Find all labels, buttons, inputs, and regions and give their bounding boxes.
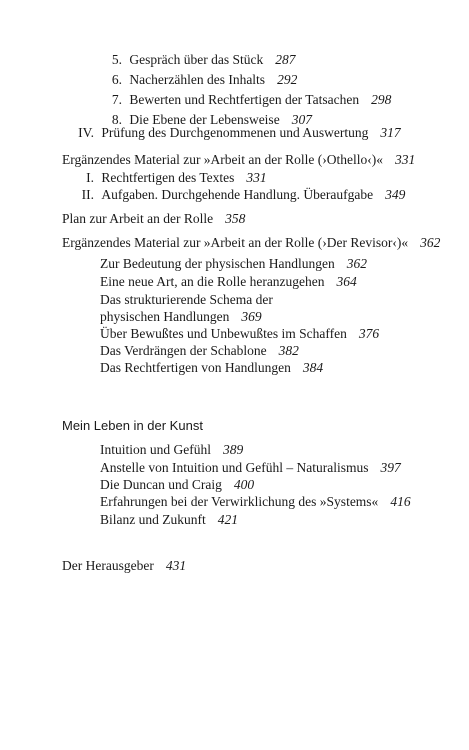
toc-entry-page: 382: [278, 343, 299, 358]
toc-entry-number: 6.: [111, 72, 122, 87]
toc-entry: [62, 234, 440, 252]
toc-entry-page: 389: [223, 442, 244, 457]
toc-entry: [100, 359, 323, 377]
toc-entry-page: 307: [291, 112, 312, 127]
toc-entry-title: Ergänzendes Material zur »Arbeit an der Rolle (›Othello‹)«: [62, 152, 384, 167]
toc-entry-page: 421: [217, 512, 238, 527]
toc-entry-page: 384: [302, 360, 324, 375]
toc-entry-title: Gespräch über das Stück: [129, 52, 264, 67]
toc-entry-page: 397: [380, 460, 401, 475]
toc-entry-page: 349: [385, 187, 406, 202]
toc-entry-number: IV.: [78, 125, 94, 140]
toc-entry: [100, 308, 262, 326]
toc-entry-title: Über Bewußtes und Unbewußtes im Schaffen: [100, 326, 347, 341]
toc-entry-page: 431: [165, 558, 187, 573]
toc-entry: [100, 511, 238, 529]
toc-entry-page: 292: [277, 72, 298, 87]
toc-entry-number: II.: [81, 187, 94, 202]
toc-entry-title: Die Duncan und Craig: [100, 477, 222, 492]
toc-entry-title: Die Ebene der Lebensweise: [129, 112, 280, 127]
toc-entry-page: 416: [390, 494, 411, 509]
toc-entry-title: Ergänzendes Material zur »Arbeit an der Rolle (›Der Revisor‹)«: [62, 235, 409, 250]
toc-entry-title: Anstelle von Intuition und Gefühl – Naturalismus: [100, 460, 369, 475]
toc-entry-title: Das Verdrängen der Schablone: [100, 343, 267, 358]
toc-entry-title: Bewerten und Rechtfertigen der Tatsachen: [129, 92, 360, 107]
toc-entry: [62, 210, 245, 228]
toc-entry-number: I.: [86, 170, 94, 185]
toc-entry-title: Aufgaben. Durchgehende Handlung. Überaufgabe: [101, 187, 374, 202]
toc-entry-page: 376: [358, 326, 380, 341]
toc-entry-page: 358: [225, 211, 246, 226]
toc-entry-number: 5.: [111, 52, 122, 67]
toc-entry-title: Das Rechtfertigen von Handlungen: [100, 360, 291, 375]
toc-entry: [100, 91, 391, 109]
toc-entry: [100, 459, 401, 477]
toc-entry-page: 362: [346, 256, 367, 271]
toc-entry-page: 298: [371, 92, 392, 107]
toc-entry-title: Zur Bedeutung der physischen Handlungen: [100, 256, 335, 271]
toc-entry-title: Nacherzählen des Inhalts: [129, 72, 266, 87]
toc-entry-title: Erfahrungen bei der Verwirklichung des »Systems«: [100, 494, 379, 509]
toc-entry-page: 364: [336, 274, 357, 289]
toc-entry-title: Das strukturierende Schema der: [100, 292, 273, 307]
section-heading: Mein Leben in der Kunst: [62, 418, 203, 433]
toc-entry-page: 400: [233, 477, 255, 492]
toc-entry: [62, 151, 415, 169]
toc-entry-page: 287: [275, 52, 296, 67]
toc-entry-title: Bilanz und Zukunft: [100, 512, 206, 527]
toc-entry-number: 8.: [111, 112, 122, 127]
toc-entry-page: 362: [420, 235, 441, 250]
toc-entry: [100, 476, 254, 494]
toc-entry-page: 331: [246, 170, 267, 185]
toc-entry-page: 369: [241, 309, 262, 324]
toc-entry-page: 317: [380, 125, 401, 140]
toc-entry: [76, 124, 401, 142]
toc-entry: [62, 557, 186, 575]
toc-entry: [100, 255, 367, 273]
toc-entry-title: Intuition und Gefühl: [100, 442, 211, 457]
toc-entry-title: Prüfung des Durchgenommenen und Auswertung: [101, 125, 369, 140]
toc-entry-title: Rechtfertigen des Textes: [101, 170, 235, 185]
toc-entry: [100, 493, 411, 511]
toc-entry-page: 331: [395, 152, 416, 167]
toc-entry-title: Eine neue Art, an die Rolle heranzugehen: [100, 274, 325, 289]
toc-entry: [100, 51, 295, 69]
toc-entry: [100, 273, 357, 291]
toc-entry-title: Der Herausgeber: [62, 558, 154, 573]
toc-entry: [100, 291, 273, 309]
toc-entry-title: physischen Handlungen: [100, 309, 230, 324]
toc-entry: [100, 342, 299, 360]
toc-entry: [76, 169, 267, 187]
toc-entry: [76, 186, 405, 204]
toc-entry-title: Plan zur Arbeit an der Rolle: [62, 211, 214, 226]
toc-entry: [100, 71, 297, 89]
toc-entry: [100, 441, 243, 459]
toc-entry-number: 7.: [111, 92, 122, 107]
toc-entry: [100, 325, 379, 343]
